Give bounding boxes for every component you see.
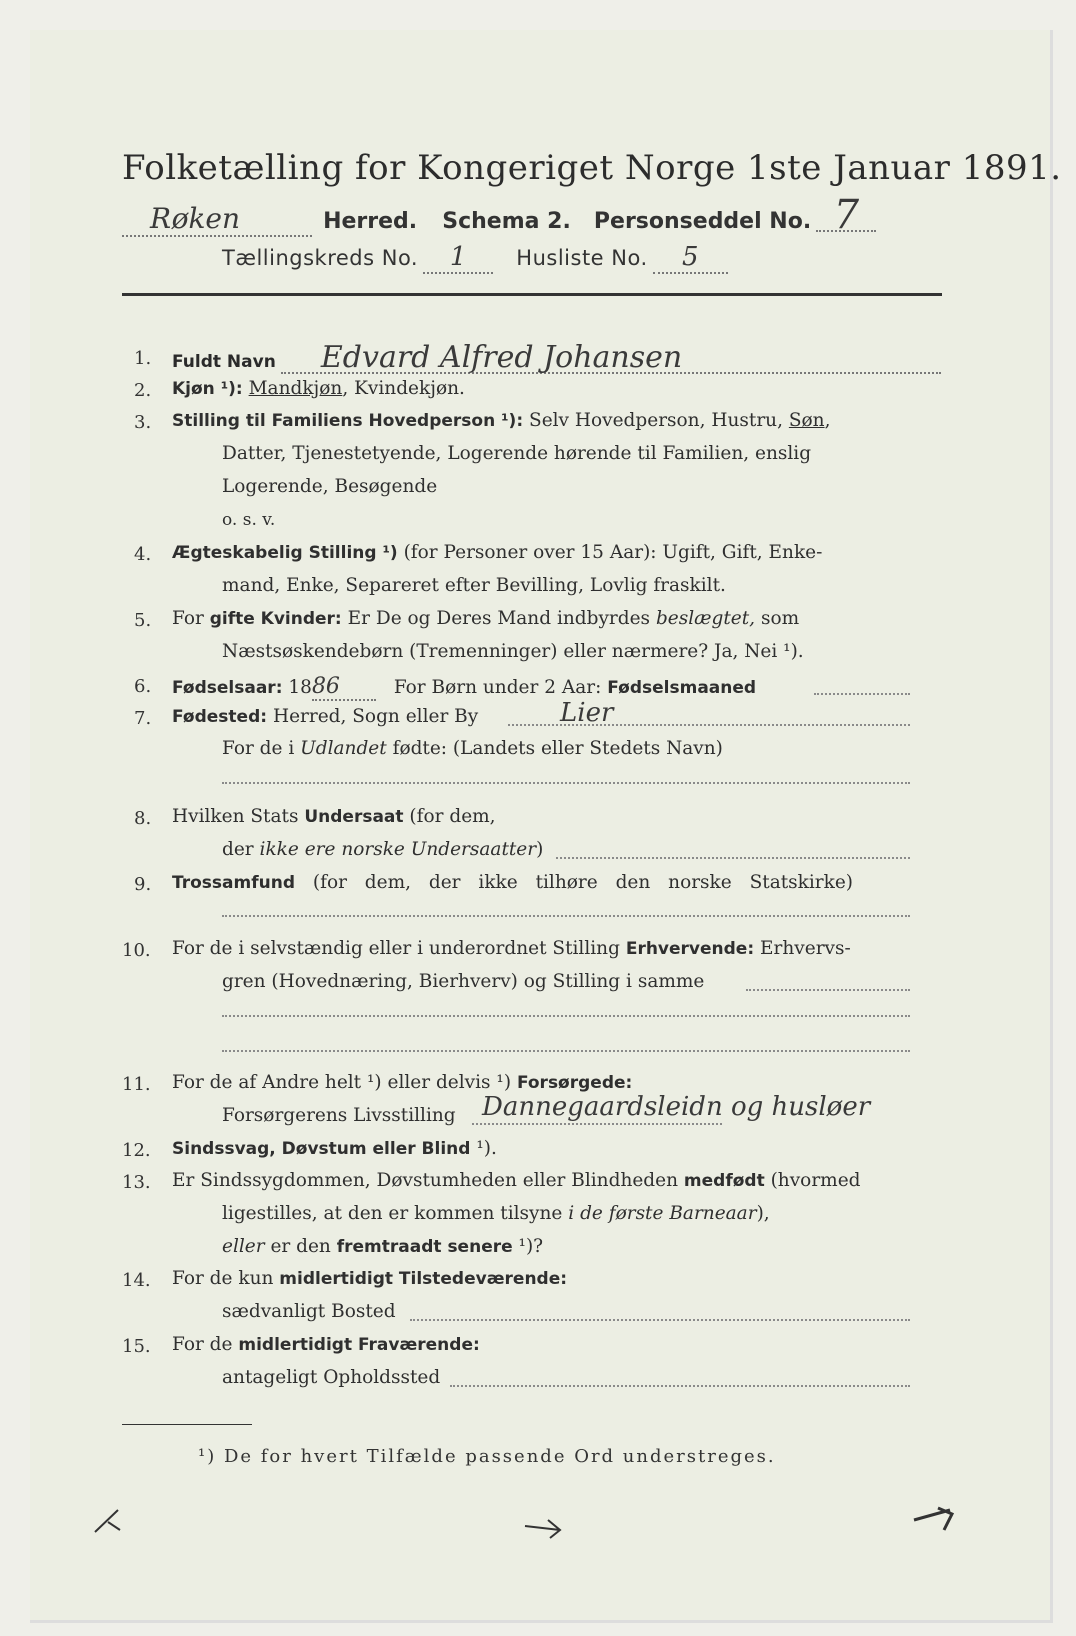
q5-number: 5. <box>134 610 152 631</box>
q15-label: midlertidigt Fraværende: <box>238 1335 480 1355</box>
q5-line1-italic: beslægtet, <box>655 608 756 629</box>
q8-line2-pre: der <box>222 839 254 860</box>
q4-line-2: mand, Enke, Separeret efter Bevilling, Lovlig fraskilt. <box>222 575 726 596</box>
q11-pre: For de af Andre helt ¹) eller delvis ¹) <box>172 1072 512 1093</box>
q10-answer-line-1 <box>746 989 910 991</box>
q2-option-rest: , Kvindekjøn. <box>342 378 465 399</box>
q7-line2-post: fødte: (Landets eller Stedets Navn) <box>392 738 723 759</box>
corner-mark-center-icon <box>520 1512 570 1542</box>
q9-label: Trossamfund <box>172 873 295 893</box>
q9-number: 9. <box>134 874 152 895</box>
q6-month-line <box>814 693 910 695</box>
q13-line1-pre: Er Sindssygdommen, Døvstumheden eller Blindheden <box>172 1170 679 1191</box>
personseddel-label: Personseddel No. <box>593 209 812 234</box>
q13-line-1 <box>172 1170 861 1191</box>
q4-label: Ægteskabelig Stilling ¹) <box>172 543 398 563</box>
q13-line1-label: medfødt <box>683 1171 765 1191</box>
q8-line-2 <box>222 839 543 860</box>
header-row-1 <box>122 192 876 238</box>
q13-line-3 <box>222 1236 543 1257</box>
q9-line-1 <box>172 872 853 893</box>
schema-label: Schema 2. <box>442 209 571 234</box>
q8-answer-line <box>556 857 910 859</box>
q13-line3-end: ¹)? <box>512 1236 544 1257</box>
q14-answer-line <box>410 1319 910 1321</box>
q6-row <box>172 674 756 701</box>
q9-rest: (for dem, der ikke tilhøre den norske Statskirke) <box>312 872 853 893</box>
q8-line2-italic: ikke ere norske Undersaatter <box>259 839 537 860</box>
q5-label: gifte Kvinder: <box>209 609 342 629</box>
q11-label: Forsørgede: <box>516 1073 633 1093</box>
q7-label: Fødested: <box>172 707 268 727</box>
q14-number: 14. <box>122 1270 151 1291</box>
corner-mark-left-icon <box>90 1500 130 1540</box>
q13-line3-mid: er den <box>270 1236 331 1257</box>
q13-line2-italic: i de første Barneaar <box>568 1203 757 1224</box>
q15-pre: For de <box>172 1334 233 1355</box>
q12-label: Sindssvag, Døvstum eller Blind <box>172 1139 471 1159</box>
q10-rest: Erhvervs- <box>760 938 851 959</box>
q4-line1-text: (for Personer over 15 Aar): Ugift, Gift, Enke- <box>403 542 823 563</box>
q11-answer: Dannegaardsleidn og husløer <box>482 1092 871 1122</box>
q13-number: 13. <box>122 1172 151 1193</box>
q7-rest: Herred, Sogn eller By <box>272 706 479 727</box>
q3-line-1: Stilling til Familiens Hovedperson ¹): Selv Hovedperson, Hustru, Søn, <box>172 410 831 431</box>
q1-answer: Edvard Alfred Johansen <box>281 344 941 374</box>
q6-label2: Fødselsmaaned <box>607 678 757 698</box>
q14-pre: For de kun <box>172 1268 274 1289</box>
q6-year-prefix: 18 <box>288 677 312 698</box>
header-row-2 <box>222 242 728 274</box>
q15-line-1 <box>172 1334 480 1355</box>
q3-number: 3. <box>134 412 152 433</box>
q6-year-value: 86 <box>312 674 376 701</box>
q14-line-2: sædvanligt Bosted <box>222 1301 396 1322</box>
q1-label: Fuldt Navn <box>172 352 276 372</box>
q15-line-2: antageligt Opholdssted <box>222 1367 441 1388</box>
q3-label: Stilling til Familiens Hovedperson ¹): <box>172 411 524 431</box>
q11-number: 11. <box>122 1074 151 1095</box>
q8-label: Undersaat <box>304 807 404 827</box>
herred-value: Røken <box>122 202 312 237</box>
q4-number: 4. <box>134 544 152 565</box>
footnote: ¹) De for hvert Tilfælde passende Ord understreges. <box>198 1446 776 1467</box>
q7-line-1 <box>172 706 478 727</box>
q5-line-2: Næstsøskendebørn (Tremenninger) eller nærmere? Ja, Nei ¹). <box>222 641 804 662</box>
q10-answer-line-2 <box>222 1015 910 1017</box>
q3-option-son: Søn <box>788 410 825 431</box>
q1-number: 1. <box>134 348 152 369</box>
q13-line2-end: ), <box>756 1203 770 1224</box>
header-rule <box>122 293 942 296</box>
kreds-label: Tællingskreds No. <box>222 246 419 270</box>
q13-line-2 <box>222 1203 770 1224</box>
q7-foreign-line <box>222 782 910 784</box>
form-title: Folketælling for Kongeriget Norge 1ste Januar 1891. <box>122 148 1062 188</box>
q10-answer-line-3 <box>222 1050 910 1052</box>
q8-pre: Hvilken Stats <box>172 806 299 827</box>
q7-line-2 <box>222 738 723 759</box>
q2-option-male: Mandkjøn <box>248 378 343 399</box>
herred-label: Herred. <box>323 209 418 234</box>
q5-line1-mid: Er De og Deres Mand indbyrdes <box>347 608 651 629</box>
q14-label: midlertidigt Tilstedeværende: <box>279 1269 568 1289</box>
census-form-sheet <box>30 30 1062 1623</box>
q15-number: 15. <box>122 1336 151 1357</box>
q8-rest: (for dem, <box>409 806 496 827</box>
q3-line-3: Logerende, Besøgende <box>222 476 438 497</box>
q6-mid: For Børn under 2 Aar: <box>393 677 602 698</box>
q11-line-1 <box>172 1072 632 1093</box>
q6-label: Fødselsaar: <box>172 678 283 698</box>
q15-answer-line <box>450 1385 910 1387</box>
q13-line3-italic: eller <box>222 1236 265 1257</box>
q13-line1-end: (hvormed <box>770 1170 861 1191</box>
q5-pre: For <box>172 608 204 629</box>
q1-row <box>172 340 941 375</box>
q5-line-1 <box>172 608 799 629</box>
q5-line1-end: som <box>760 608 800 629</box>
q3-line-4: o. s. v. <box>222 510 276 530</box>
q2-row <box>172 378 465 399</box>
q2-label: Kjøn ¹): <box>172 379 243 399</box>
q10-number: 10. <box>122 940 151 961</box>
husliste-value: 5 <box>653 242 728 274</box>
q13-line2-pre: ligestilles, at den er kommen tilsyne <box>222 1203 563 1224</box>
q2-number: 2. <box>134 380 152 401</box>
q12-number: 12. <box>122 1140 151 1161</box>
q7-answer: Lier <box>560 698 614 728</box>
q11-answer-line <box>472 1123 722 1125</box>
q10-label: Erhvervende: <box>625 939 755 959</box>
q7-line2-italic: Udlandet <box>300 738 387 759</box>
q9-answer-line <box>222 915 910 917</box>
kreds-value: 1 <box>423 242 493 274</box>
q11-line-2: Forsørgerens Livsstilling <box>222 1105 456 1126</box>
q10-pre: For de i selvstændig eller i underordnet Stilling <box>172 938 620 959</box>
q10-line-2: gren (Hovednæring, Bierhverv) og Stilling i samme <box>222 971 705 992</box>
husliste-label: Husliste No. <box>516 246 648 270</box>
q6-number: 6. <box>134 676 152 697</box>
q3-line-2: Datter, Tjenestetyende, Logerende hørende til Familien, enslig <box>222 443 812 464</box>
q8-line-1 <box>172 806 496 827</box>
corner-mark-right-icon <box>910 1500 960 1540</box>
footnote-rule <box>122 1424 252 1425</box>
q14-line-1 <box>172 1268 567 1289</box>
q12-rest: ¹). <box>470 1138 497 1159</box>
q8-line2-post: ) <box>536 839 544 860</box>
q12-row <box>172 1138 497 1159</box>
q13-line3-label: fremtraadt senere <box>336 1237 513 1257</box>
q8-number: 8. <box>134 808 152 829</box>
q3-line1-text: Selv Hovedperson, Hustru, <box>529 410 783 431</box>
q10-line-1 <box>172 938 851 959</box>
personseddel-value: 7 <box>816 200 876 232</box>
q7-line2-pre: For de i <box>222 738 295 759</box>
q7-number: 7. <box>134 708 152 729</box>
q4-line-1 <box>172 542 822 563</box>
